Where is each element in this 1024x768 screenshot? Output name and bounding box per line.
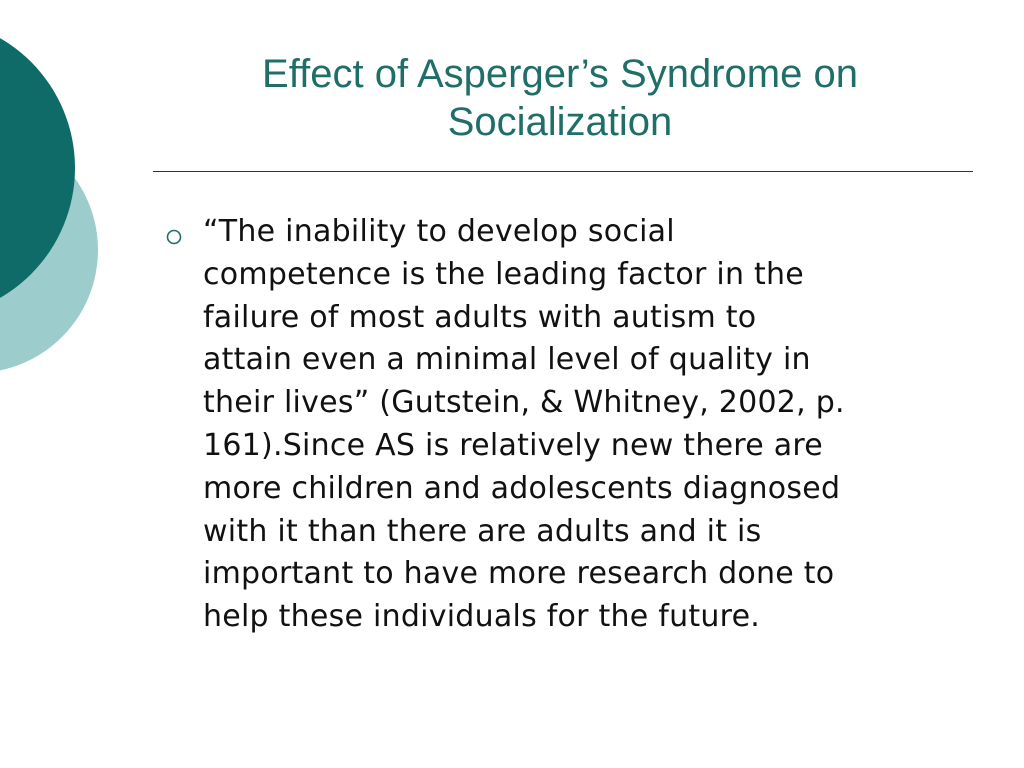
body-line: competence is the leading factor in the xyxy=(203,256,805,292)
decorative-circles-graphic xyxy=(0,0,120,420)
body-line: important to have more research done to xyxy=(203,556,835,592)
body-line: help these individuals for the future. xyxy=(203,599,761,635)
slide-title-line-2: Socialization xyxy=(447,100,673,144)
body-line: their lives” (Gutstein, & Whitney, 2002, p. xyxy=(203,385,845,421)
body-line: attain even a minimal level of quality in xyxy=(203,342,811,378)
slide-title xyxy=(160,50,960,146)
title-divider xyxy=(153,171,973,172)
bullet-paragraph xyxy=(203,211,973,639)
hollow-circle-bullet-icon xyxy=(165,228,183,246)
body-line: failure of most adults with autism to xyxy=(203,299,757,335)
body-line: with it than there are adults and it is xyxy=(203,513,762,549)
body-line: more children and adolescents diagnosed xyxy=(203,470,841,506)
slide-title-line-1: Effect of Asperger’s Syndrome on xyxy=(262,52,858,96)
body-line: “The inability to develop social xyxy=(203,214,675,249)
body-line: 161).Since AS is relatively new there are xyxy=(203,427,823,463)
